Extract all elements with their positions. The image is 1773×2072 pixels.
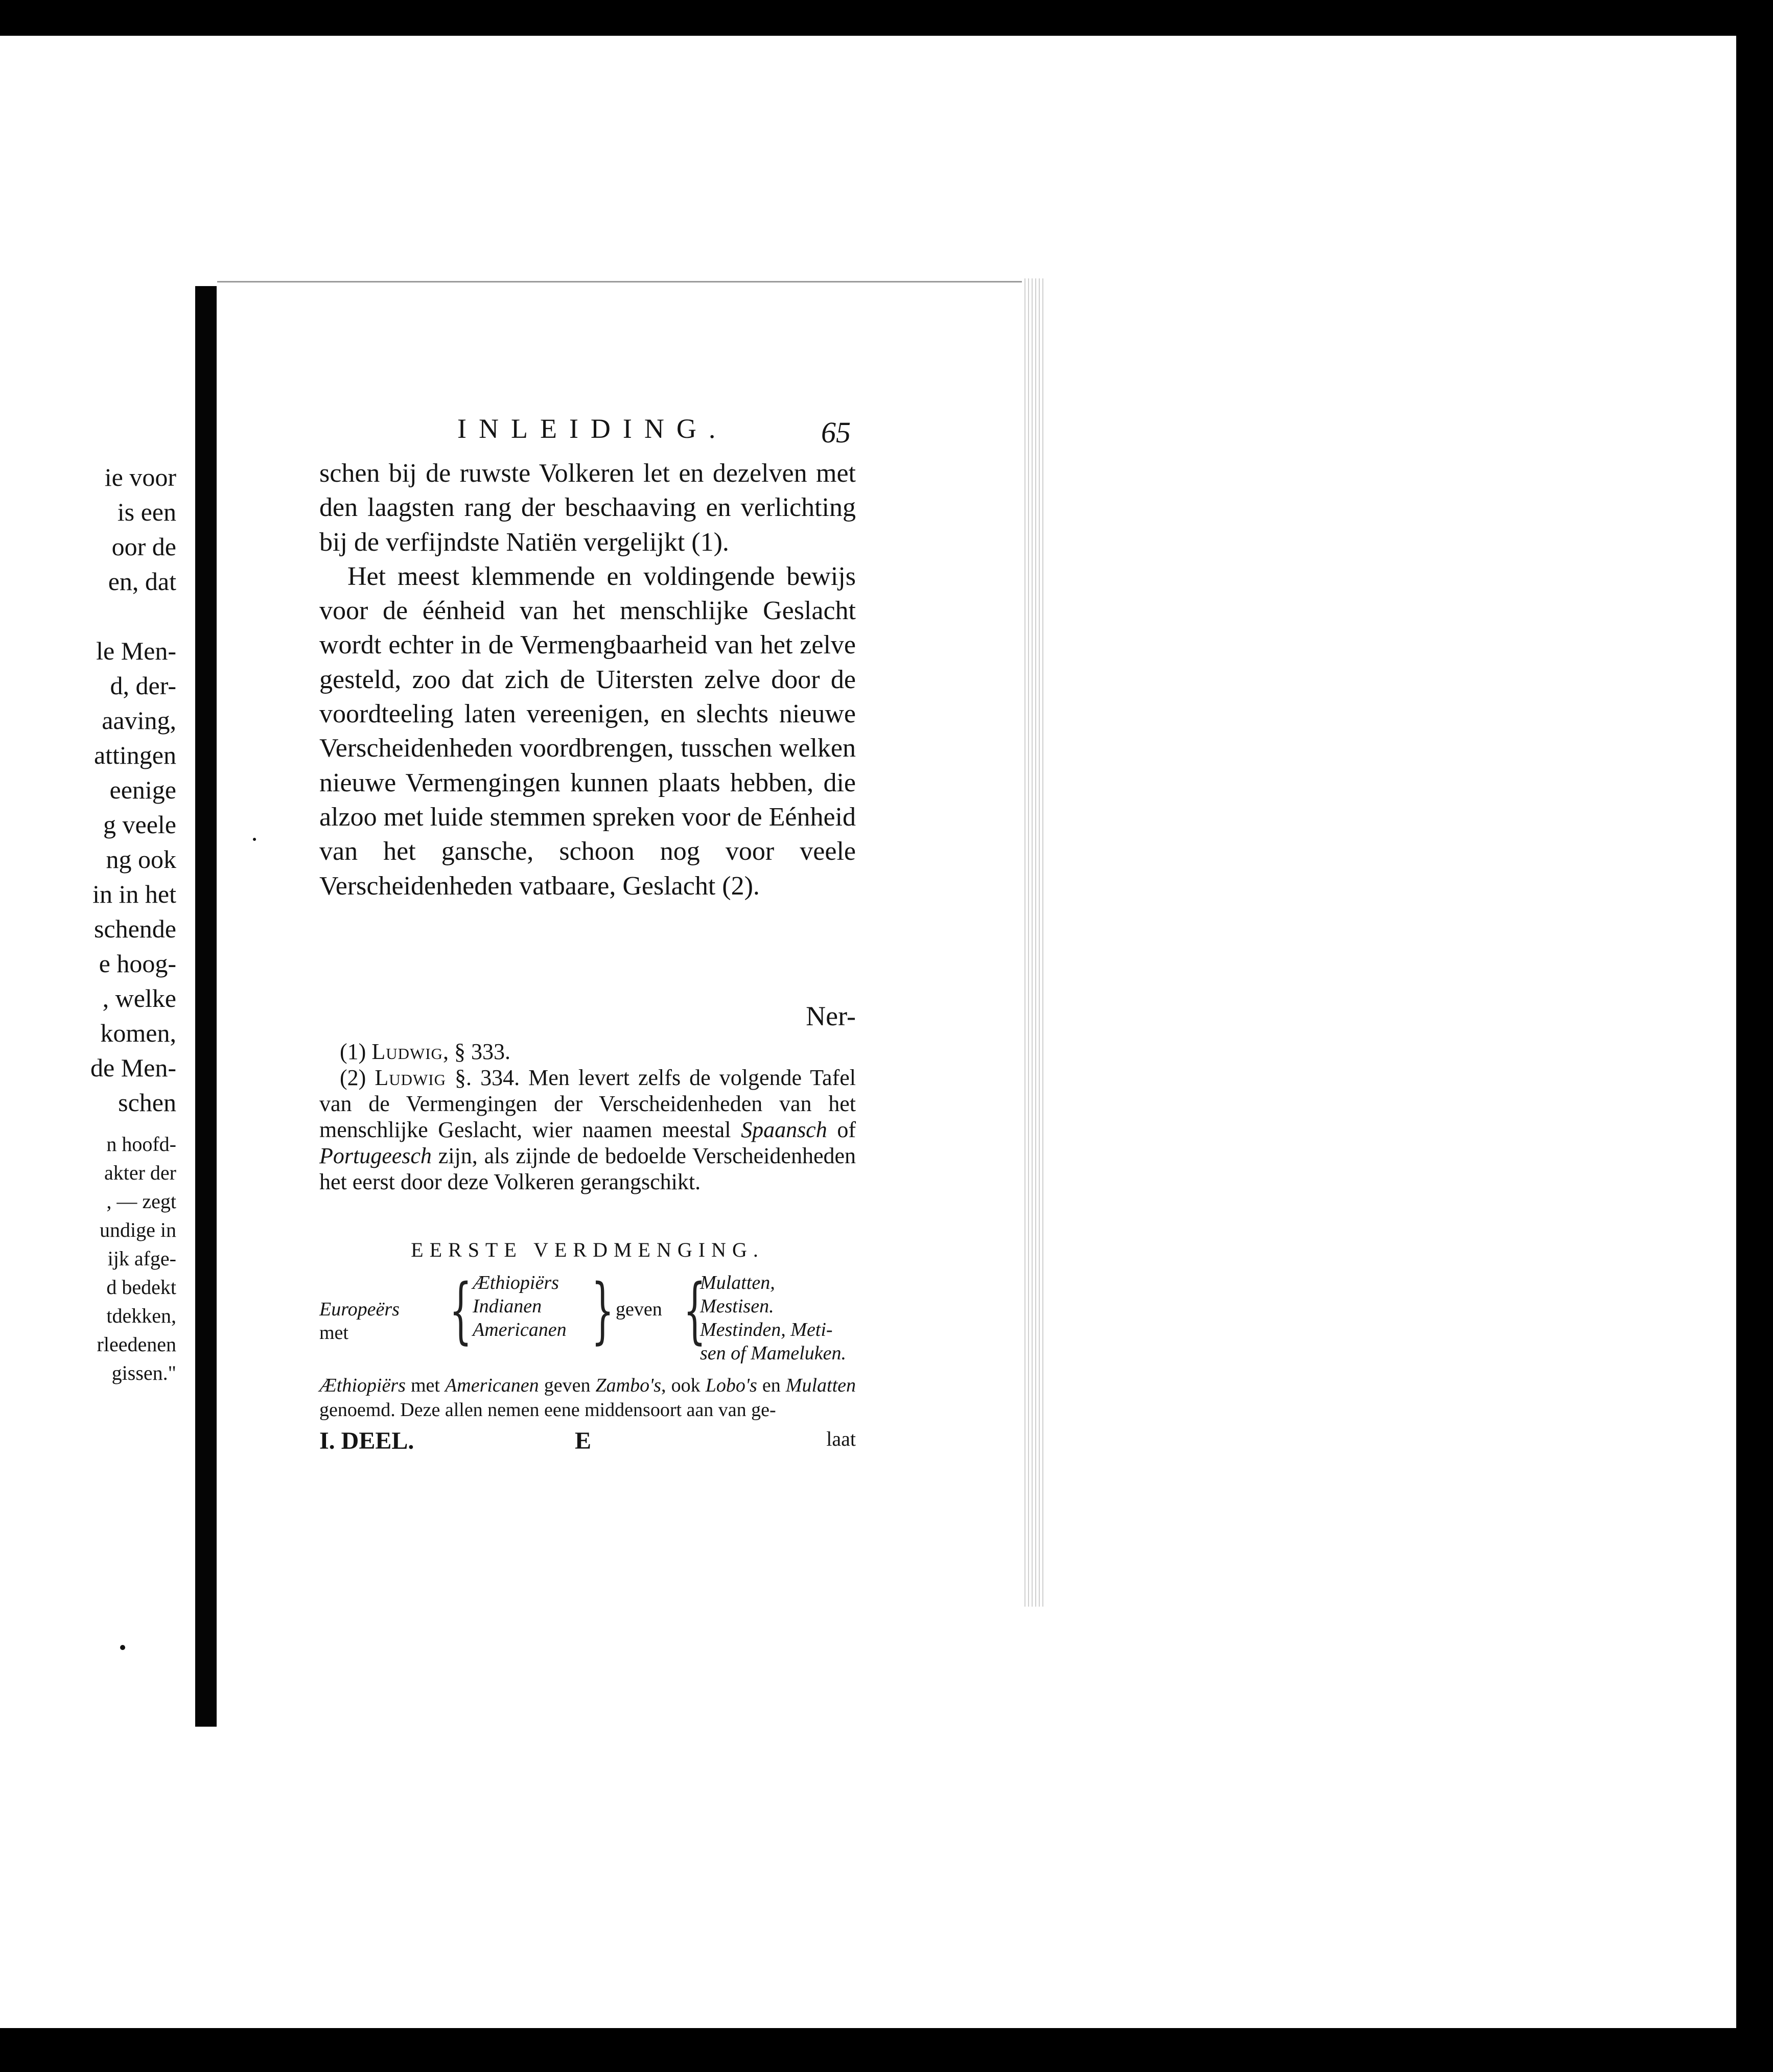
right-group bbox=[700, 1271, 846, 1365]
left-page-line: d, der- bbox=[110, 671, 176, 700]
right-page bbox=[217, 281, 1022, 1611]
footnote-1-author: Ludwig bbox=[371, 1039, 443, 1064]
left-page-line: aaving, bbox=[102, 706, 176, 735]
table-geven bbox=[616, 1298, 662, 1321]
footnote-2-spanish: Spaansch bbox=[741, 1117, 827, 1142]
table-geven-label: geven bbox=[616, 1299, 662, 1320]
left-page-line: n hoofd- bbox=[106, 1133, 176, 1156]
volume-mark: I. DEEL. bbox=[319, 1427, 414, 1454]
footnote-2-text-end: zijn, als zijnde de bedoelde Verscheidenheden het eerst door deze Volkeren gerangschikt. bbox=[319, 1143, 856, 1194]
note-text: met bbox=[405, 1375, 446, 1396]
body-text bbox=[319, 456, 856, 903]
footnote-2-author: Ludwig bbox=[375, 1065, 446, 1090]
left-page-line: oor de bbox=[111, 532, 176, 561]
left-page-line: g veele bbox=[103, 810, 176, 839]
signature-catchword: laat bbox=[826, 1427, 856, 1450]
footnote-2-text-or: of bbox=[827, 1117, 856, 1142]
left-page-line: , — zegt bbox=[106, 1190, 176, 1213]
footnote-1-marker: (1) bbox=[340, 1039, 366, 1064]
note-lobos: Lobo's bbox=[705, 1375, 757, 1396]
left-group-item: Indianen bbox=[473, 1296, 542, 1317]
left-page-line: akter der bbox=[104, 1161, 176, 1184]
left-page-line: schende bbox=[94, 914, 176, 943]
left-page-line: de Men- bbox=[90, 1053, 176, 1082]
scan-speck bbox=[120, 1645, 125, 1650]
left-page bbox=[0, 284, 184, 1760]
table-note bbox=[319, 1373, 856, 1422]
catchword: Ner- bbox=[806, 1001, 856, 1031]
note-zambos: Zambo's bbox=[595, 1375, 662, 1396]
left-page-line: le Men- bbox=[96, 637, 176, 665]
left-page-line: rleedenen bbox=[97, 1333, 176, 1356]
right-group-item: sen of Mameluken. bbox=[700, 1343, 846, 1364]
book-spine bbox=[195, 286, 217, 1727]
left-page-line: in in het bbox=[92, 880, 176, 908]
scan-speck bbox=[253, 838, 256, 841]
page-number: 65 bbox=[821, 416, 851, 449]
left-page-line: undige in bbox=[100, 1218, 176, 1241]
footnote-2-text: §. 334. Men levert zelfs de volgende Tafel van de Vermengingen der Verscheidenheden van het menschlijke Geslacht, wier naamen meestal bbox=[319, 1065, 856, 1142]
left-page-line: komen, bbox=[100, 1019, 176, 1047]
right-group-item: Mulatten, bbox=[700, 1272, 775, 1293]
note-text: , ook bbox=[661, 1375, 706, 1396]
running-head-title: INLEIDING. bbox=[457, 413, 728, 444]
note-mulattos: Mulatten bbox=[785, 1375, 856, 1396]
left-page-line: , welke bbox=[102, 984, 176, 1013]
left-close-brace: } bbox=[591, 1269, 614, 1352]
left-open-brace: { bbox=[449, 1269, 472, 1352]
left-page-line: e hoog- bbox=[99, 949, 176, 978]
note-text: genoemd. Deze allen nemen eene middensoort aan van ge- bbox=[319, 1399, 776, 1421]
footnote-2-marker: (2) bbox=[340, 1065, 366, 1090]
left-page-line: gissen." bbox=[111, 1361, 176, 1384]
left-page-line: ijk afge- bbox=[107, 1247, 176, 1270]
left-page-line: en, dat bbox=[108, 567, 176, 596]
left-page-line: is een bbox=[117, 498, 176, 526]
running-head bbox=[319, 413, 856, 454]
page-edges bbox=[1022, 278, 1043, 1607]
right-open-brace: { bbox=[683, 1269, 706, 1352]
right-group-item: Mestisen. bbox=[700, 1296, 774, 1317]
left-page-line: attingen bbox=[94, 741, 176, 769]
mixing-table bbox=[319, 1271, 856, 1363]
paragraph-evidence: Het meest klemmende en voldingende bewijs voor de éénheid van het menschlijke Geslacht wordt echter in de Vermengbaarheid van het zelve gesteld, zoo dat zich de Uitersten zelve door de voordteeling laten vereenigen, en slechts nieuwe Verscheidenheden voordbrengen, tusschen welken nieuwe Vermengingen kunnen plaats hebben, die alzoo met luide stemmen spreken voor de Eénheid van het gansche, schoon nog voor veele Verscheidenheden vatbaare, Geslacht (2). bbox=[319, 561, 856, 901]
table-heading: EERSTE VERDMENGING. bbox=[411, 1238, 764, 1261]
left-page-line: schen bbox=[118, 1088, 176, 1117]
left-group-item: Æthiopiërs bbox=[473, 1272, 559, 1293]
left-group-item: Americanen bbox=[473, 1319, 567, 1340]
sheet-signature: E bbox=[575, 1427, 592, 1454]
note-americans: Americanen bbox=[445, 1375, 539, 1396]
footnote-2 bbox=[319, 1065, 856, 1195]
left-page-line: tdekken, bbox=[106, 1304, 176, 1327]
note-text: geven bbox=[539, 1375, 596, 1396]
table-europeans: Europeërs bbox=[319, 1299, 400, 1320]
signature-line bbox=[319, 1427, 856, 1457]
table-met: met bbox=[319, 1322, 348, 1344]
note-text: en bbox=[757, 1375, 786, 1396]
left-page-line: ng ook bbox=[106, 845, 176, 874]
right-group-item: Mestinden, Meti- bbox=[700, 1319, 833, 1340]
footnote-1 bbox=[319, 1039, 856, 1065]
footnote-1-reference: , § 333. bbox=[442, 1039, 510, 1064]
left-page-line: ie voor bbox=[104, 463, 176, 491]
note-ethiopians: Æthiopiërs bbox=[319, 1375, 406, 1396]
left-page-line: eenige bbox=[109, 775, 176, 804]
paragraph-continued: schen bij de ruwste Volkeren let en dezelven met den laagsten rang der beschaaving en verlichting bij de verfijndste Natiën vergelijkt (1). bbox=[319, 459, 856, 557]
left-group bbox=[473, 1271, 567, 1341]
table-row-label bbox=[319, 1298, 400, 1345]
left-page-line: d bedekt bbox=[106, 1276, 176, 1299]
footnote-2-portuguese: Portugeesch bbox=[319, 1143, 432, 1168]
footnotes bbox=[319, 1039, 856, 1195]
